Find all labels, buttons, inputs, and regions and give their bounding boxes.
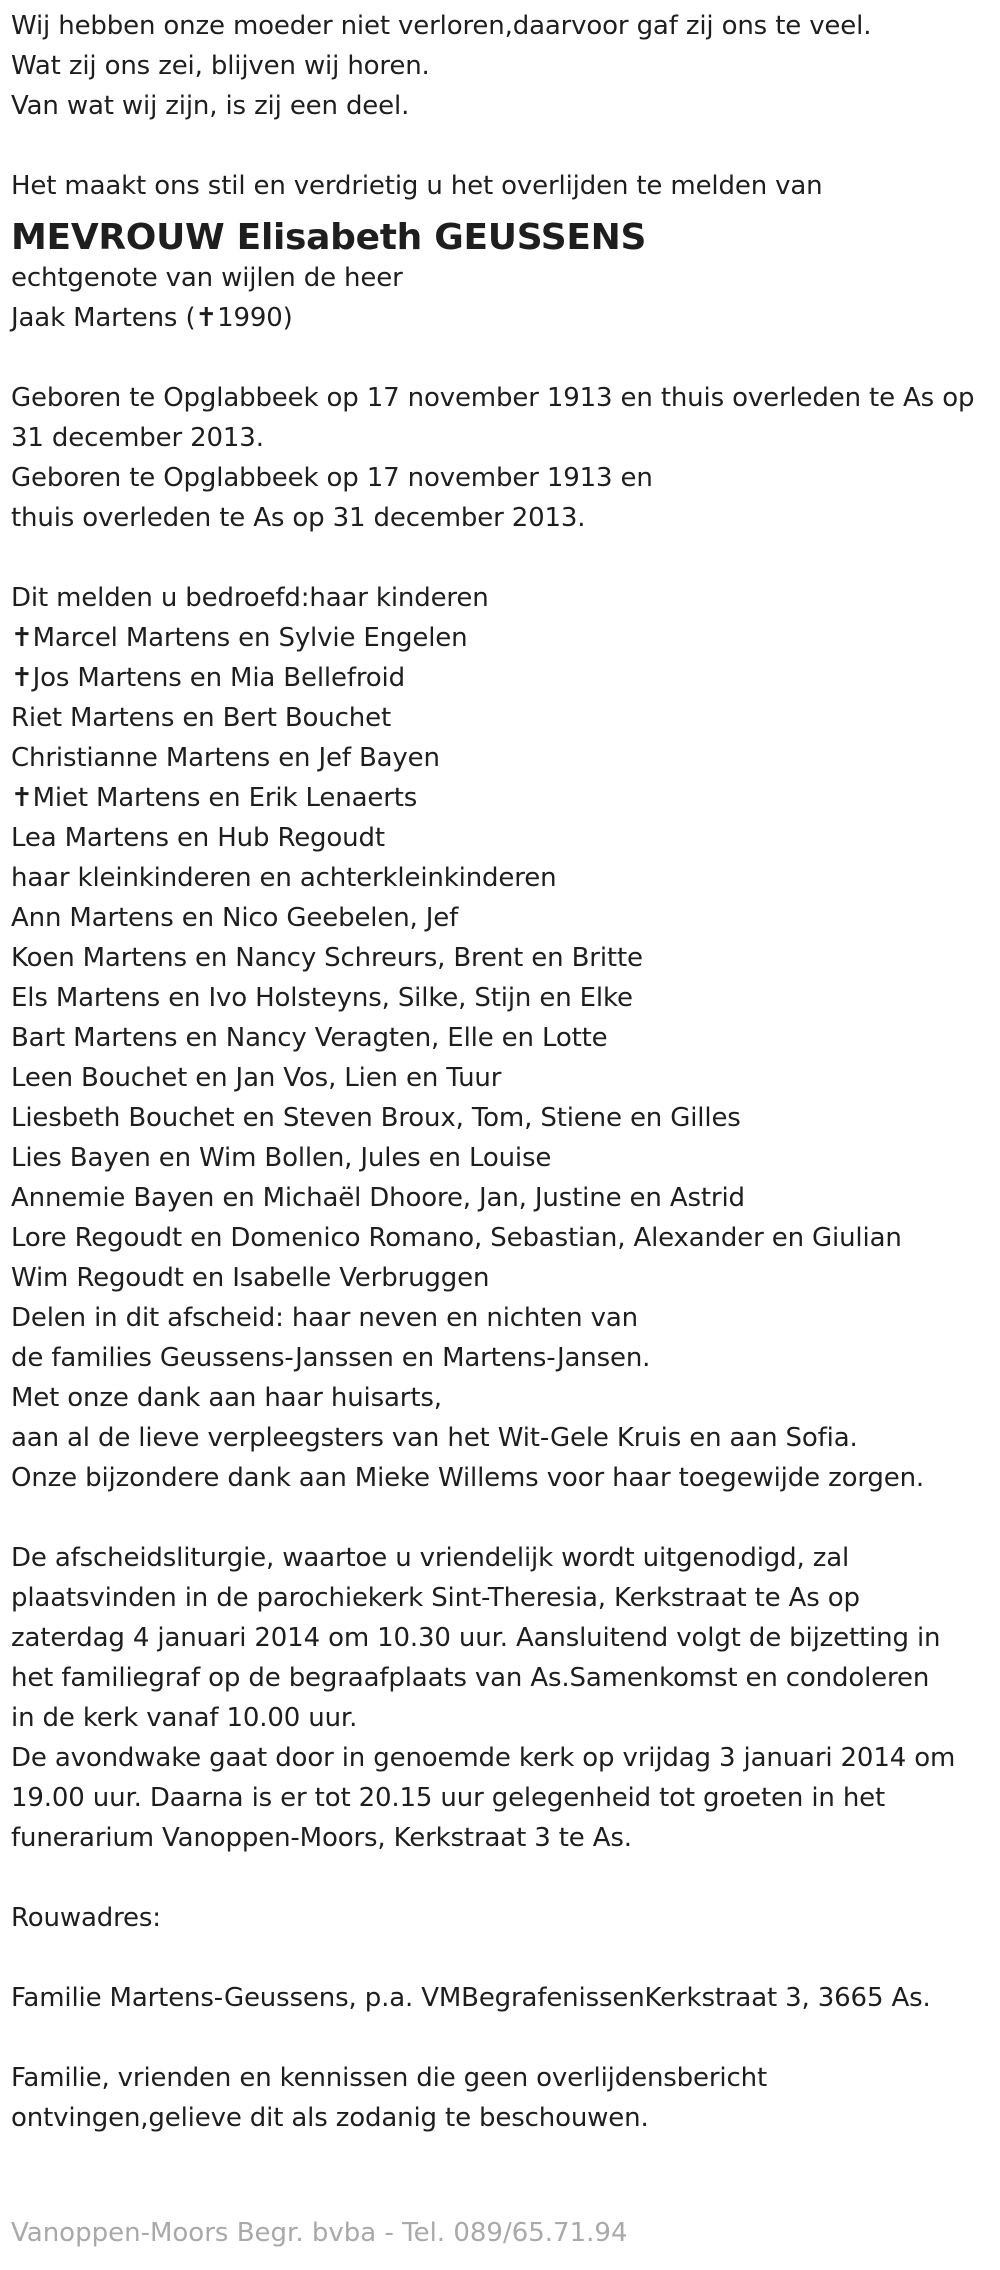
birth-death-line: Geboren te Opglabbeek op 17 november 1913 en xyxy=(11,463,653,493)
family-line: ✝Marcel Martens en Sylvie Engelen xyxy=(11,623,468,653)
spouse-info xyxy=(11,258,991,338)
family-line: Wim Regoudt en Isabelle Verbruggen xyxy=(11,1263,490,1293)
family-line: Riet Martens en Bert Bouchet xyxy=(11,703,391,733)
birth-death-line: 31 december 2013. xyxy=(11,423,264,453)
family-line: Els Martens en Ivo Holsteyns, Silke, Stijn en Elke xyxy=(11,983,633,1013)
ceremony-line: funerarium Vanoppen-Moors, Kerkstraat 3 te As. xyxy=(11,1823,632,1853)
family-line: haar kleinkinderen en achterkleinkinderen xyxy=(11,863,557,893)
ceremony-line: in de kerk vanaf 10.00 uur. xyxy=(11,1703,358,1733)
birth-death-line: Geboren te Opglabbeek op 17 november 1913 en thuis overleden te As op xyxy=(11,383,975,413)
family-line: Koen Martens en Nancy Schreurs, Brent en Britte xyxy=(11,943,643,973)
ceremony-line: De avondwake gaat door in genoemde kerk op vrijdag 3 januari 2014 om xyxy=(11,1743,956,1773)
spouse-line: echtgenote van wijlen de heer xyxy=(11,263,403,293)
intro-text: Het maakt ons stil en verdrietig u het overlijden te melden van xyxy=(11,171,823,201)
spouse-line: Jaak Martens (✝1990) xyxy=(11,303,293,333)
deceased-name: MEVROUW Elisabeth GEUSSENS xyxy=(11,217,647,258)
ceremony-line: het familiegraf op de begraafplaats van As.Samenkomst en condoleren xyxy=(11,1663,930,1693)
ceremony-line: zaterdag 4 januari 2014 om 10.30 uur. Aansluitend volgt de bijzetting in xyxy=(11,1623,941,1653)
family-line: Christianne Martens en Jef Bayen xyxy=(11,743,440,773)
poem-line: Wat zij ons zei, blijven wij horen. xyxy=(11,51,430,81)
family-line: Lea Martens en Hub Regoudt xyxy=(11,823,385,853)
family-line: Leen Bouchet en Jan Vos, Lien en Tuur xyxy=(11,1063,502,1093)
closing-line: ontvingen,gelieve dit als zodanig te beschouwen. xyxy=(11,2103,649,2133)
family-line: Onze bijzondere dank aan Mieke Willems voor haar toegewijde zorgen. xyxy=(11,1463,925,1493)
family-line: Dit melden u bedroefd:haar kinderen xyxy=(11,583,489,613)
family-line: ✝Miet Martens en Erik Lenaerts xyxy=(11,783,418,813)
family-line: Annemie Bayen en Michaël Dhoore, Jan, Justine en Astrid xyxy=(11,1183,745,1213)
family-line: Delen in dit afscheid: haar neven en nichten van xyxy=(11,1303,638,1333)
family-list xyxy=(11,578,991,1498)
family-line: ✝Jos Martens en Mia Bellefroid xyxy=(11,663,405,693)
birth-death-info xyxy=(11,378,991,538)
birth-death-line: thuis overleden te As op 31 december 2013. xyxy=(11,503,586,533)
ceremony-info xyxy=(11,1538,991,1858)
family-line: Lies Bayen en Wim Bollen, Jules en Louise xyxy=(11,1143,552,1173)
funeral-home-footer: Vanoppen-Moors Begr. bvba - Tel. 089/65.71.94 xyxy=(11,2218,628,2248)
poem-line: Van wat wij zijn, is zij een deel. xyxy=(11,91,410,121)
family-line: Ann Martens en Nico Geebelen, Jef xyxy=(11,903,459,933)
family-line: aan al de lieve verpleegsters van het Wit-Gele Kruis en aan Sofia. xyxy=(11,1423,858,1453)
poem-line: Wij hebben onze moeder niet verloren,daarvoor gaf zij ons te veel. xyxy=(11,11,872,41)
mourning-address: Familie Martens-Geussens, p.a. VMBegrafenissenKerkstraat 3, 3665 As. xyxy=(11,1983,931,2013)
closing-note xyxy=(11,2058,991,2138)
family-line: Lore Regoudt en Domenico Romano, Sebastian, Alexander en Giulian xyxy=(11,1223,902,1253)
family-line: Bart Martens en Nancy Veragten, Elle en Lotte xyxy=(11,1023,608,1053)
closing-line: Familie, vrienden en kennissen die geen overlijdensbericht xyxy=(11,2063,768,2093)
family-line: de families Geussens-Janssen en Martens-Jansen. xyxy=(11,1343,651,1373)
ceremony-line: plaatsvinden in de parochiekerk Sint-Theresia, Kerkstraat te As op xyxy=(11,1583,860,1613)
ceremony-line: De afscheidsliturgie, waartoe u vriendelijk wordt uitgenodigd, zal xyxy=(11,1543,850,1573)
address-label: Rouwadres: xyxy=(11,1903,161,1933)
family-line: Liesbeth Bouchet en Steven Broux, Tom, Stiene en Gilles xyxy=(11,1103,741,1133)
poem xyxy=(11,6,991,126)
family-line: Met onze dank aan haar huisarts, xyxy=(11,1383,442,1413)
ceremony-line: 19.00 uur. Daarna is er tot 20.15 uur gelegenheid tot groeten in het xyxy=(11,1783,886,1813)
